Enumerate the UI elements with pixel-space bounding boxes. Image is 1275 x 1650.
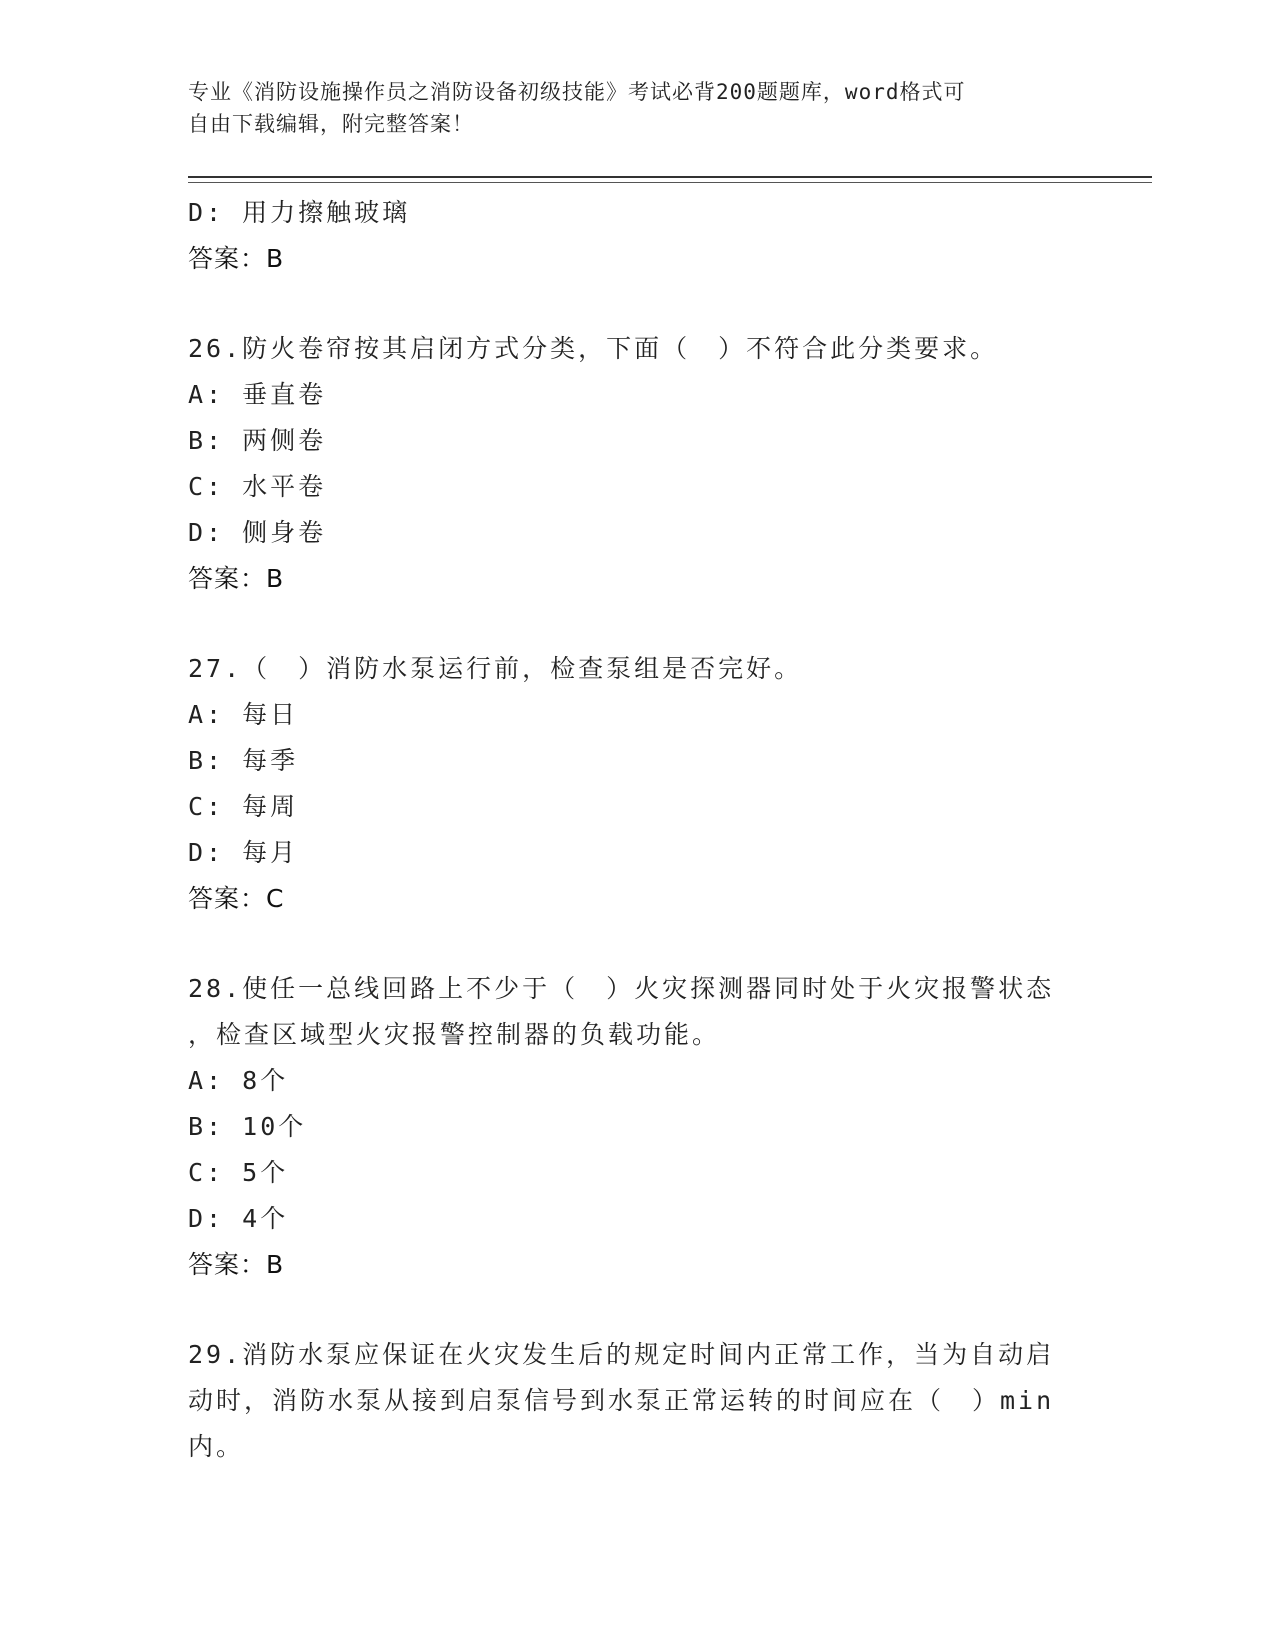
option-c: C: 5个 <box>188 1158 289 1187</box>
question-text-line-3: 内。 <box>188 1432 245 1461</box>
option-c: C: 水平卷 <box>188 472 327 501</box>
answer-line: 答案：B <box>188 1250 285 1279</box>
answer-line: 答案：C <box>188 884 285 913</box>
option-a: A: 每日 <box>188 700 299 729</box>
question-27 <box>188 646 1088 922</box>
question-text-line-2: ，检查区域型火灾报警控制器的负载功能。 <box>188 1020 721 1049</box>
question-text-line-1: 29.消防水泵应保证在火灾发生后的规定时间内正常工作，当为自动启 <box>188 1340 1055 1369</box>
option-b: B: 两侧卷 <box>188 426 327 455</box>
question-text: 26.防火卷帘按其启闭方式分类，下面（ ）不符合此分类要求。 <box>188 334 999 363</box>
question-text-line-1: 28.使任一总线回路上不少于（ ）火灾探测器同时处于火灾报警状态 <box>188 974 1055 1003</box>
question-28 <box>188 966 1088 1288</box>
option-d: D: 每月 <box>188 838 299 867</box>
header-divider-thick <box>188 176 1152 178</box>
option-d: D: 4个 <box>188 1204 289 1233</box>
question-text-line-2: 动时，消防水泵从接到启泵信号到水泵正常运转的时间应在（ ）min <box>188 1386 1055 1415</box>
question-25 <box>188 190 1088 282</box>
question-text: 27.（ ）消防水泵运行前，检查泵组是否完好。 <box>188 654 803 683</box>
option-b: B: 每季 <box>188 746 299 775</box>
question-list <box>188 190 1088 1470</box>
answer-line: 答案：B <box>188 244 285 273</box>
header-title-line-2: 自由下载编辑，附完整答案！ <box>188 112 474 136</box>
option-b: B: 10个 <box>188 1112 307 1141</box>
document-header <box>188 76 1088 140</box>
question-26 <box>188 326 1088 602</box>
question-29 <box>188 1332 1088 1470</box>
option-d: D: 侧身卷 <box>188 518 327 547</box>
answer-line: 答案：B <box>188 564 285 593</box>
option-d: D: 用力擦触玻璃 <box>188 198 411 227</box>
option-a: A: 8个 <box>188 1066 289 1095</box>
header-divider-thin <box>188 182 1152 183</box>
header-title-line-1: 专业《消防设施操作员之消防设备初级技能》考试必背200题题库，word格式可 <box>188 80 966 104</box>
option-a: A: 垂直卷 <box>188 380 327 409</box>
option-c: C: 每周 <box>188 792 299 821</box>
